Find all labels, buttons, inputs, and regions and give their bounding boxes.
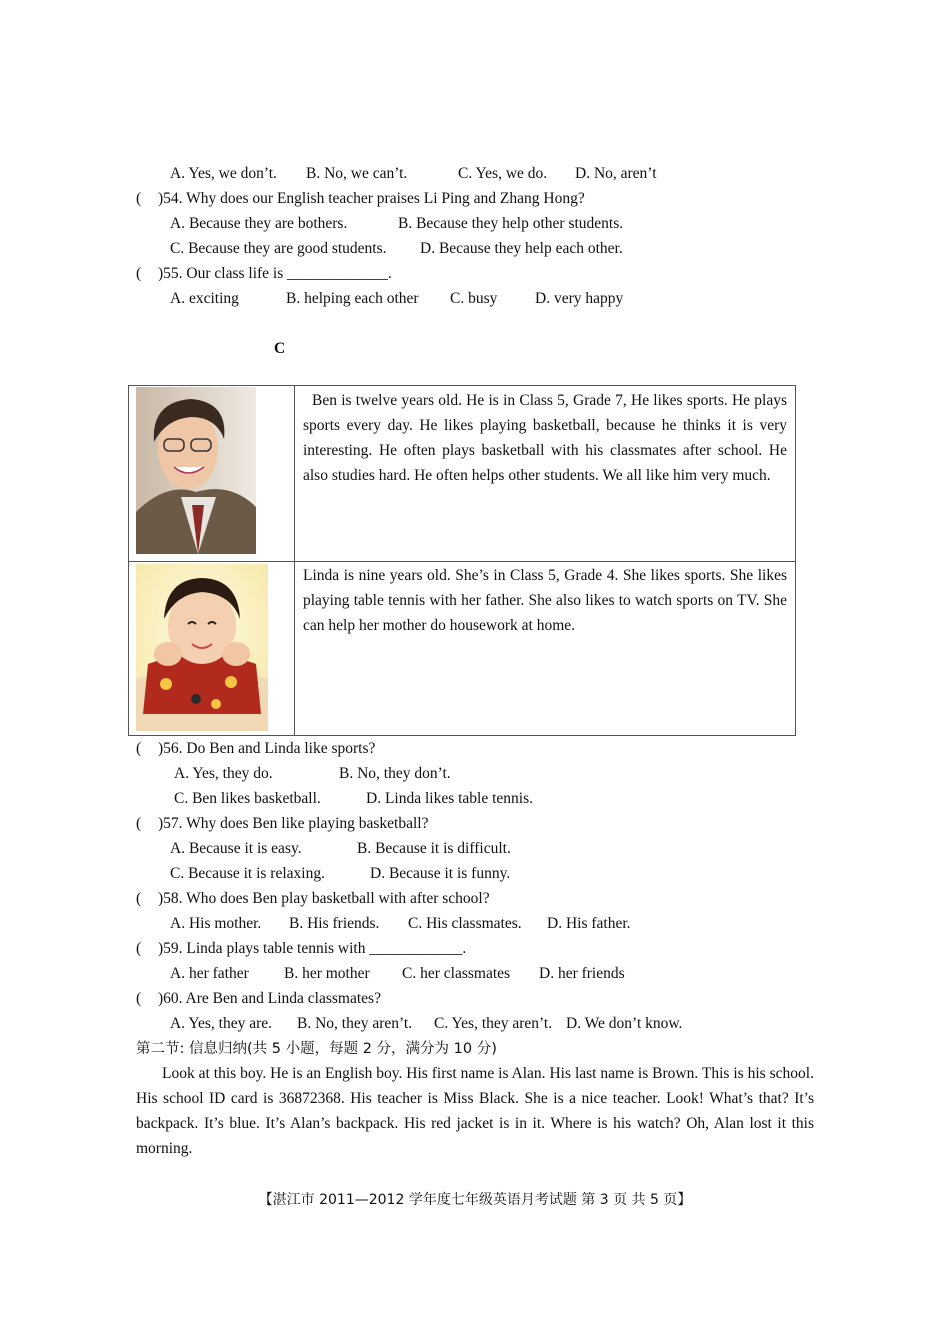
q60-paren: ( <box>136 990 142 1007</box>
section2-title: 第二节: 信息归纳(共 5 小题，每题 2 分，满分为 10 分) <box>136 1041 497 1057</box>
q56-option-d: D. Linda likes table tennis. <box>366 790 534 807</box>
q58-option-d: D. His father. <box>547 915 631 932</box>
q60-option-a: A. Yes, they are. <box>170 1015 273 1032</box>
q60-option-b: B. No, they aren’t. <box>297 1015 413 1032</box>
q57-question: )57. Why does Ben like playing basketball? <box>158 815 429 832</box>
q59-option-b: B. her mother <box>284 965 370 982</box>
q58-option-c: C. His classmates. <box>408 915 522 932</box>
q54-option-b: B. Because they help other students. <box>398 215 624 232</box>
page-footer: 【湛江市 2011—2012 学年度七年级英语月考试题 第 3 页 共 5 页】 <box>258 1192 692 1208</box>
q53-option-a: A. Yes, we don’t. <box>170 165 277 182</box>
q60-option-d: D. We don’t know. <box>566 1015 683 1032</box>
q55-question: )55. Our class life is _____________. <box>158 265 392 282</box>
q57-option-c: C. Because it is relaxing. <box>170 865 325 882</box>
linda-passage: Linda is nine years old. She’s in Class 5, Grade 4. She likes sports. She likes playing table tennis with her father. She also likes to watch sports on TV. She can help her mother do housework at home. <box>303 567 787 634</box>
ben-passage <box>303 388 787 488</box>
q55-paren: ( <box>136 265 142 282</box>
q53-option-c: C. Yes, we do. <box>458 165 548 182</box>
table-row-divider <box>129 561 795 562</box>
q56-option-c: C. Ben likes basketball. <box>174 790 321 807</box>
q58-option-b: B. His friends. <box>289 915 380 932</box>
q59-question: )59. Linda plays table tennis with ____________. <box>158 940 467 957</box>
q58-paren: ( <box>136 890 142 907</box>
q56-question: )56. Do Ben and Linda like sports? <box>158 740 376 757</box>
q56-option-b: B. No, they don’t. <box>339 765 451 782</box>
q57-option-d: D. Because it is funny. <box>370 865 511 882</box>
q59-option-c: C. her classmates <box>402 965 511 982</box>
q54-option-c: C. Because they are good students. <box>170 240 387 257</box>
q57-paren: ( <box>136 815 142 832</box>
ben-photo <box>136 387 256 554</box>
q55-option-c: C. busy <box>450 290 498 307</box>
q58-option-a: A. His mother. <box>170 915 262 932</box>
q53-option-d: D. No, aren’t <box>575 165 657 182</box>
q59-option-a: A. her father <box>170 965 249 982</box>
linda-photo <box>136 564 268 731</box>
q54-question: )54. Why does our English teacher praises Li Ping and Zhang Hong? <box>158 190 585 207</box>
q59-paren: ( <box>136 940 142 957</box>
section-letter: C <box>274 340 286 357</box>
ben-passage-text: Ben is twelve years old. He is in Class 5, Grade 7, He likes sports. He plays sports every day. He likes playing basketball, because he thinks it is very interesting. He often plays basketball with his classmates after school. He also studies hard. He often helps other students. We all like him very much. <box>303 392 787 484</box>
q59-option-d: D. her friends <box>539 965 625 982</box>
q55-option-b: B. helping each other <box>286 290 419 307</box>
q60-question: )60. Are Ben and Linda classmates? <box>158 990 381 1007</box>
q60-option-c: C. Yes, they aren’t. <box>434 1015 553 1032</box>
q55-option-a: A. exciting <box>170 290 239 307</box>
q54-option-d: D. Because they help each other. <box>420 240 623 257</box>
q53-option-b: B. No, we can’t. <box>306 165 408 182</box>
q55-option-d: D. very happy <box>535 290 624 307</box>
q57-option-b: B. Because it is difficult. <box>357 840 511 857</box>
q54-paren: ( <box>136 190 142 207</box>
q56-paren: ( <box>136 740 142 757</box>
q54-option-a: A. Because they are bothers. <box>170 215 348 232</box>
q57-option-a: A. Because it is easy. <box>170 840 302 857</box>
section2-passage: Look at this boy. He is an English boy. His first name is Alan. His last name is Brown. This is his school. His school ID card is 36872368. His teacher is Miss Black. She is a nice teacher. Look! What’s that? It’s backpack. It’s blue. It’s Alan’s backpack. His red jacket is in it. Where is his watch? Oh, Alan lost it this morning. <box>136 1065 814 1157</box>
q56-option-a: A. Yes, they do. <box>174 765 273 782</box>
reading-table <box>128 385 796 736</box>
q58-question: )58. Who does Ben play basketball with after school? <box>158 890 490 907</box>
